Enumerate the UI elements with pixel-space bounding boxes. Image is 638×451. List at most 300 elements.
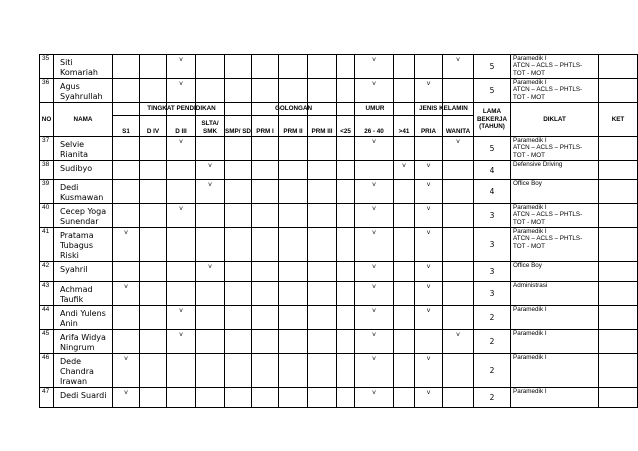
check-cell: [140, 388, 167, 408]
check-cell: [394, 388, 415, 408]
check-cell: [113, 161, 140, 180]
table-row: [40, 137, 638, 161]
check-cell: [415, 306, 443, 330]
check-cell: [355, 204, 394, 228]
check-cell: [394, 79, 415, 103]
check-cell: [140, 354, 167, 388]
training-text: Paramedik I: [513, 388, 547, 395]
check-mark-icon: ˅: [426, 81, 431, 88]
check-cell: [196, 228, 225, 262]
employee-name: [54, 204, 113, 228]
row-number: 45: [40, 330, 54, 354]
check-cell: [443, 204, 474, 228]
training-text: Paramedik I ATCN – ACLS – PHTLS- TOT - MOT: [513, 204, 583, 226]
row-number: 43: [40, 282, 54, 306]
training-text: Office Boy: [513, 262, 542, 269]
check-cell: [443, 388, 474, 408]
check-cell: [308, 354, 337, 388]
check-cell: [415, 228, 443, 262]
check-cell: [394, 161, 415, 180]
check-cell: [337, 55, 355, 79]
header-divider: [336, 115, 414, 116]
header-divider: [112, 115, 251, 116]
check-cell: [252, 354, 279, 388]
check-cell: [355, 55, 394, 79]
check-cell: [443, 306, 474, 330]
check-cell: [252, 282, 279, 306]
notes-cell: [599, 180, 638, 204]
check-cell: [113, 79, 140, 103]
row-number: 38: [40, 161, 54, 180]
check-mark-icon: ˅: [426, 230, 431, 237]
check-mark-icon: ˅: [371, 284, 377, 291]
training: [511, 282, 599, 306]
check-mark-icon: ˅: [371, 332, 377, 339]
check-cell: [196, 388, 225, 408]
check-mark-icon: ˅: [426, 264, 431, 271]
check-cell: [252, 55, 279, 79]
check-cell: [167, 262, 196, 282]
training-text: Paramedik I: [513, 306, 547, 313]
header-sub-label: PRM II: [283, 127, 303, 135]
employee-name: [54, 180, 113, 204]
check-cell: [355, 354, 394, 388]
check-cell: [279, 282, 308, 306]
employee-name-text: Dede Chandra Irawan: [60, 357, 94, 386]
header-sub-label: WANITA: [445, 127, 471, 135]
check-mark-icon: ˅: [426, 284, 431, 291]
training: [511, 330, 599, 354]
employee-name-text: Sudibyo: [60, 164, 93, 173]
header-sub-label: >41: [398, 127, 410, 135]
check-cell: [337, 79, 355, 103]
check-mark-icon: ˅: [123, 390, 129, 397]
check-cell: [252, 330, 279, 354]
header-sub-label: PRM I: [256, 127, 274, 135]
check-mark-icon: ˅: [178, 332, 184, 339]
check-cell: [196, 262, 225, 282]
table-row: [40, 180, 638, 204]
row-number: 36: [40, 79, 54, 103]
check-cell: [443, 180, 474, 204]
check-cell: [279, 55, 308, 79]
check-cell: [308, 161, 337, 180]
check-cell: [415, 161, 443, 180]
check-cell: [167, 161, 196, 180]
check-cell: [355, 282, 394, 306]
training-text: Paramedik I ATCN – ACLS – PHTLS- TOT - MOT: [513, 228, 583, 250]
check-cell: [167, 330, 196, 354]
check-cell: [415, 282, 443, 306]
check-cell: [415, 388, 443, 408]
check-cell: [308, 180, 337, 204]
check-cell: [252, 79, 279, 103]
check-cell: [394, 55, 415, 79]
check-cell: [167, 55, 196, 79]
check-cell: [443, 282, 474, 306]
check-cell: [252, 388, 279, 408]
check-cell: [308, 388, 337, 408]
years-worked: 3: [474, 204, 511, 228]
check-cell: [355, 330, 394, 354]
table-row: [40, 330, 638, 354]
check-cell: [308, 262, 337, 282]
check-cell: [225, 306, 252, 330]
check-cell: [140, 180, 167, 204]
employee-name-text: Dedi Suardi: [60, 391, 107, 400]
check-cell: [279, 161, 308, 180]
check-cell: [113, 330, 140, 354]
employee-name-text: Cecep Yoga Sunendar: [60, 207, 107, 226]
check-cell: [167, 204, 196, 228]
check-cell: [225, 262, 252, 282]
notes-cell: [599, 55, 638, 79]
check-mark-icon: ˅: [371, 81, 377, 88]
check-cell: [140, 282, 167, 306]
table-row: [40, 228, 638, 262]
employee-name-text: Syahril: [60, 265, 88, 274]
training-text: Office Boy: [513, 180, 542, 187]
header-sub-label: PRM III: [311, 127, 333, 135]
header-years: LAMA BEKERJA (TAHUN): [474, 103, 511, 137]
row-number: 37: [40, 137, 54, 161]
check-cell: [308, 204, 337, 228]
check-cell: [225, 388, 252, 408]
years-worked: 2: [474, 354, 511, 388]
check-cell: [279, 354, 308, 388]
table-row: [40, 55, 638, 79]
check-cell: [337, 161, 355, 180]
row-number: 44: [40, 306, 54, 330]
notes-cell: [599, 330, 638, 354]
check-cell: [355, 262, 394, 282]
check-cell: [279, 306, 308, 330]
header-divider: [414, 115, 473, 116]
check-cell: [196, 204, 225, 228]
check-mark-icon: ˅: [123, 356, 129, 363]
check-cell: [308, 330, 337, 354]
check-mark-icon: ˅: [178, 57, 184, 64]
employee-name: [54, 282, 113, 306]
check-mark-icon: ˅: [426, 390, 431, 397]
check-cell: [140, 306, 167, 330]
employee-name: [54, 262, 113, 282]
employee-name: [54, 388, 113, 408]
check-cell: [167, 79, 196, 103]
check-cell: [355, 388, 394, 408]
check-cell: [113, 180, 140, 204]
employee-name-text: Siti Komariah: [60, 58, 98, 77]
check-cell: [308, 228, 337, 262]
check-cell: [394, 330, 415, 354]
check-cell: [113, 204, 140, 228]
check-cell: [113, 354, 140, 388]
check-cell: [225, 161, 252, 180]
check-cell: [415, 204, 443, 228]
check-cell: [225, 282, 252, 306]
check-cell: [252, 137, 279, 161]
header-ket: KET: [599, 103, 638, 137]
check-cell: [308, 306, 337, 330]
check-cell: [196, 306, 225, 330]
check-cell: [308, 137, 337, 161]
check-cell: [140, 161, 167, 180]
header-sub-label: D IV: [146, 127, 160, 135]
check-cell: [140, 79, 167, 103]
notes-cell: [599, 306, 638, 330]
check-cell: [140, 204, 167, 228]
check-mark-icon: ˅: [426, 308, 431, 315]
check-cell: [394, 262, 415, 282]
training: [511, 388, 599, 408]
table-row: [40, 262, 638, 282]
check-cell: [337, 330, 355, 354]
check-mark-icon: ˅: [426, 356, 431, 363]
header-sub-label: 26 - 40: [364, 127, 384, 135]
check-cell: [337, 137, 355, 161]
training: [511, 204, 599, 228]
check-cell: [279, 330, 308, 354]
notes-cell: [599, 228, 638, 262]
check-mark-icon: ˅: [371, 57, 377, 64]
check-cell: [308, 282, 337, 306]
check-cell: [337, 262, 355, 282]
check-cell: [394, 204, 415, 228]
check-cell: [337, 228, 355, 262]
header-age: UMUR: [365, 105, 385, 112]
row-number: 46: [40, 354, 54, 388]
training-text: Paramedik I: [513, 354, 547, 361]
check-mark-icon: ˅: [371, 264, 377, 271]
header-diklat: DIKLAT: [511, 103, 599, 137]
check-cell: [167, 282, 196, 306]
check-cell: [443, 354, 474, 388]
check-cell: [140, 262, 167, 282]
row-number: 41: [40, 228, 54, 262]
check-cell: [415, 137, 443, 161]
check-cell: [196, 330, 225, 354]
check-cell: [443, 228, 474, 262]
check-mark-icon: ˅: [371, 139, 377, 146]
check-cell: [415, 79, 443, 103]
check-cell: [279, 262, 308, 282]
training-text: Administrasi: [513, 282, 548, 289]
row-number: 39: [40, 180, 54, 204]
check-cell: [279, 388, 308, 408]
years-worked: 2: [474, 388, 511, 408]
check-cell: [337, 388, 355, 408]
employee-name-text: Agus Syahrullah: [60, 82, 103, 101]
check-mark-icon: ˅: [178, 81, 184, 88]
check-cell: [394, 228, 415, 262]
employee-name-text: Achmad Taufik: [60, 285, 93, 304]
check-mark-icon: ˅: [123, 284, 129, 291]
check-cell: [167, 354, 196, 388]
check-cell: [394, 282, 415, 306]
check-cell: [415, 262, 443, 282]
check-cell: [225, 137, 252, 161]
header-sub-label: PRIA: [420, 127, 437, 135]
header-sub-label: <25: [340, 127, 351, 135]
check-mark-icon: ˅: [371, 206, 377, 213]
check-cell: [279, 137, 308, 161]
check-cell: [113, 55, 140, 79]
years-worked: 4: [474, 180, 511, 204]
check-cell: [443, 262, 474, 282]
check-mark-icon: ˅: [455, 57, 461, 64]
check-cell: [394, 137, 415, 161]
header-divider: [251, 115, 336, 116]
check-cell: [443, 55, 474, 79]
check-cell: [252, 161, 279, 180]
table-row: [40, 282, 638, 306]
check-cell: [167, 180, 196, 204]
check-cell: [308, 55, 337, 79]
check-mark-icon: ˅: [178, 206, 184, 213]
training: [511, 161, 599, 180]
check-mark-icon: ˅: [207, 264, 213, 271]
check-cell: [355, 228, 394, 262]
check-mark-icon: ˅: [426, 206, 431, 213]
row-number: 47: [40, 388, 54, 408]
check-cell: [279, 204, 308, 228]
years-worked: 4: [474, 161, 511, 180]
check-mark-icon: ˅: [178, 308, 184, 315]
table-row: [40, 161, 638, 180]
notes-cell: [599, 282, 638, 306]
check-cell: [196, 180, 225, 204]
table-row: [40, 306, 638, 330]
check-mark-icon: ˅: [178, 139, 184, 146]
check-cell: [167, 306, 196, 330]
training: [511, 306, 599, 330]
check-cell: [140, 137, 167, 161]
check-cell: [308, 79, 337, 103]
years-worked: 5: [474, 79, 511, 103]
check-mark-icon: ˅: [371, 356, 377, 363]
row-number: 35: [40, 55, 54, 79]
check-cell: [225, 330, 252, 354]
years-worked: 5: [474, 55, 511, 79]
check-cell: [225, 55, 252, 79]
employee-name-text: Selvie Rianita: [60, 140, 89, 159]
check-cell: [225, 228, 252, 262]
check-cell: [196, 282, 225, 306]
training: [511, 180, 599, 204]
header-no: NO: [40, 103, 54, 137]
training: [511, 79, 599, 103]
notes-cell: [599, 354, 638, 388]
employee-name-text: Andi Yulens Anin: [60, 309, 106, 328]
check-cell: [252, 306, 279, 330]
header-nama: NAMA: [54, 103, 113, 137]
training-text: Paramedik I: [513, 330, 547, 337]
check-cell: [443, 137, 474, 161]
employee-name-text: Pratama Tubagus Riski: [60, 231, 94, 260]
check-cell: [196, 79, 225, 103]
table-row: [40, 204, 638, 228]
row-number: 42: [40, 262, 54, 282]
check-cell: [167, 388, 196, 408]
years-worked: 3: [474, 282, 511, 306]
training: [511, 55, 599, 79]
years-worked: 5: [474, 137, 511, 161]
check-cell: [443, 161, 474, 180]
check-cell: [443, 79, 474, 103]
check-cell: [355, 79, 394, 103]
header-sub-label: SLTA/ SMK: [201, 120, 219, 135]
training-text: Paramedik I ATCN – ACLS – PHTLS- TOT - MOT: [513, 55, 583, 77]
header-education: TINGKAT PENDIDIKAN: [147, 105, 216, 112]
check-cell: [394, 306, 415, 330]
employee-name-text: Arifa Widya Ningrum: [60, 333, 106, 352]
check-mark-icon: ˅: [123, 230, 129, 237]
notes-cell: [599, 137, 638, 161]
table-row: [40, 354, 638, 388]
check-cell: [140, 330, 167, 354]
check-mark-icon: ˅: [207, 182, 213, 189]
employee-name: [54, 79, 113, 103]
check-cell: [167, 228, 196, 262]
employee-name: [54, 161, 113, 180]
check-cell: [196, 137, 225, 161]
check-cell: [196, 354, 225, 388]
check-cell: [252, 262, 279, 282]
years-worked: 2: [474, 306, 511, 330]
check-mark-icon: ˅: [371, 390, 377, 397]
check-cell: [394, 354, 415, 388]
check-cell: [337, 180, 355, 204]
years-worked: 3: [474, 228, 511, 262]
check-cell: [140, 55, 167, 79]
training: [511, 137, 599, 161]
table-row: [40, 388, 638, 408]
header-sub-label: SMP/ SD: [225, 127, 251, 135]
check-cell: [355, 137, 394, 161]
check-cell: [252, 204, 279, 228]
training-text: Paramedik I ATCN – ACLS – PHTLS- TOT - MOT: [513, 79, 583, 101]
check-cell: [113, 282, 140, 306]
check-cell: [196, 55, 225, 79]
check-cell: [252, 180, 279, 204]
employee-name: [54, 228, 113, 262]
years-worked: 2: [474, 330, 511, 354]
check-mark-icon: ˅: [455, 139, 461, 146]
notes-cell: [599, 79, 638, 103]
employee-name: [54, 55, 113, 79]
training: [511, 354, 599, 388]
check-cell: [279, 228, 308, 262]
check-cell: [415, 55, 443, 79]
check-cell: [415, 180, 443, 204]
check-cell: [225, 204, 252, 228]
check-cell: [113, 228, 140, 262]
check-cell: [337, 282, 355, 306]
check-cell: [225, 180, 252, 204]
check-mark-icon: ˅: [371, 308, 377, 315]
check-cell: [394, 180, 415, 204]
check-cell: [225, 79, 252, 103]
check-cell: [252, 228, 279, 262]
training: [511, 228, 599, 262]
check-cell: [415, 330, 443, 354]
notes-cell: [599, 204, 638, 228]
check-mark-icon: ˅: [371, 182, 377, 189]
employee-name: [54, 354, 113, 388]
header-rank: GOLONGAN: [274, 105, 313, 112]
check-cell: [140, 228, 167, 262]
check-cell: [113, 388, 140, 408]
